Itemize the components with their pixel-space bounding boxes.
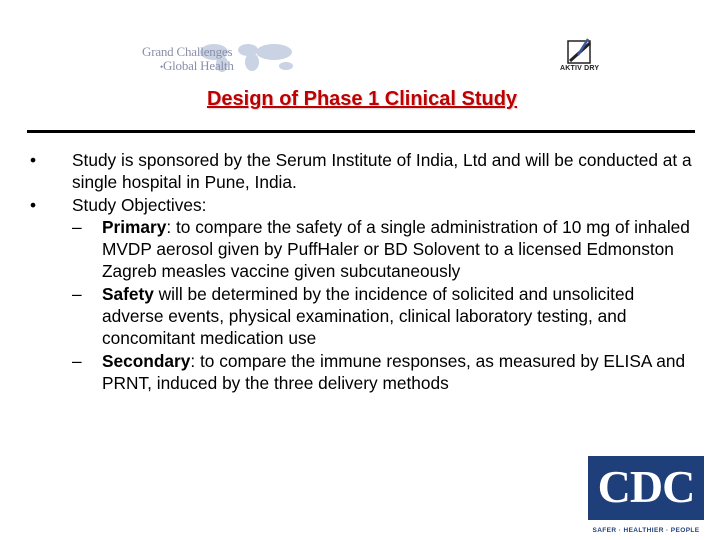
title-divider	[27, 130, 695, 133]
inhaler-icon	[564, 37, 594, 65]
bullet-item	[30, 149, 700, 194]
cdc-tagline: SAFER · HEALTHIER · PEOPLE	[592, 527, 700, 534]
dash-marker: –	[72, 350, 82, 371]
grand-challenges-logo	[138, 40, 298, 76]
primary-label: Primary	[102, 216, 167, 237]
secondary-label: Secondary	[102, 350, 191, 371]
sub-bullet-item	[30, 283, 700, 350]
secondary-text: : to compare the immune responses, as measured by ELISA and PRNT, induced by the three delivery methods	[102, 350, 686, 393]
bullet-text: Study Objectives:	[72, 194, 207, 215]
dash-marker: –	[72, 216, 82, 237]
bullet-text: Study is sponsored by the Serum Institute of India, Ltd and will be conducted at a single hospital in Pune, India.	[72, 150, 692, 193]
safety-text: will be determined by the incidence of solicited and unsolicited adverse events, physical examination, clinical laboratory testing, and concomitant medication use	[102, 283, 635, 349]
global-health-title: •Global Health	[160, 58, 234, 73]
sub-bullet-item	[30, 350, 700, 395]
sub-bullet-item	[30, 216, 700, 283]
slide-body	[30, 149, 700, 394]
grand-challenges-title: Grand Challenges	[142, 44, 233, 59]
aktiv-dry-logo	[560, 37, 606, 77]
bullet-marker: •	[30, 194, 37, 215]
bullet-marker: •	[30, 150, 37, 170]
primary-text: : to compare the safety of a single administration of 10 mg of inhaled MVDP aerosol given by PuffHaler or BD Solovent to a licensed Edmonston Zagreb measles vaccine given subcutaneously	[102, 216, 690, 282]
aktiv-dry-label: AKTIV DRY	[560, 65, 600, 72]
cdc-logo	[588, 456, 704, 536]
bullet-item	[30, 194, 700, 216]
slide-title: Design of Phase 1 Clinical Study	[206, 88, 518, 110]
cdc-wordmark: CDC	[597, 461, 695, 512]
dash-marker: –	[72, 283, 82, 304]
safety-label: Safety	[102, 283, 154, 304]
